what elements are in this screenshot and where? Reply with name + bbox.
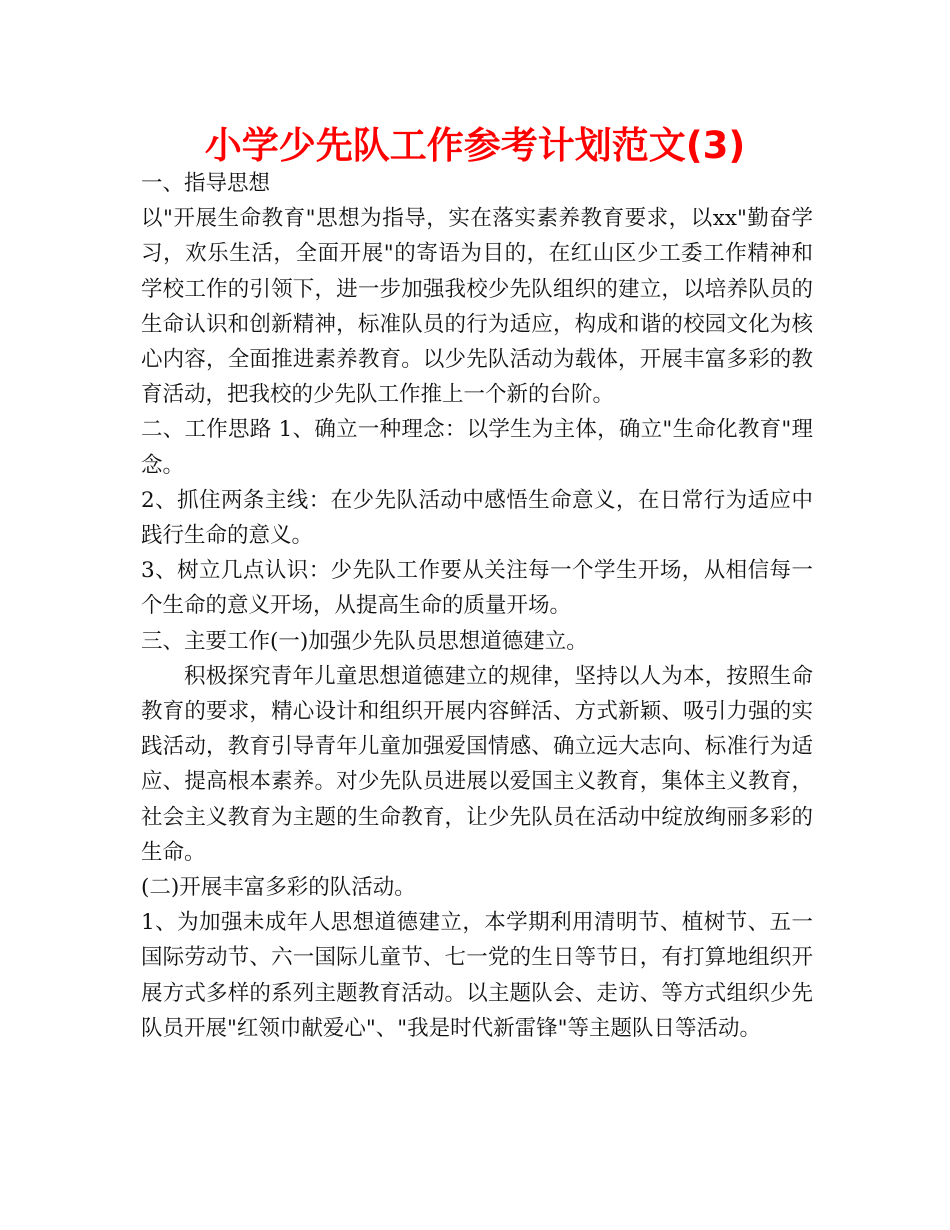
document-body [141, 166, 813, 1046]
section-heading-work-approach: 二、工作思路 1、确立一种理念：以学生为主体，确立"生命化教育"理念。 [141, 417, 813, 478]
paragraph-key-understandings: 3、树立几点认识：少先队工作要从关注每一个学生开场，从相信每一个生命的意义开场，从提高生命的质量开场。 [141, 558, 813, 619]
paragraph-moral-construction: 积极探究青年儿童思想道德建立的规律，坚持以人为本，按照生命教育的要求，精心设计和组织开展内容鲜活、方式新颖、吸引力强的实践活动，教育引导青年儿童加强爱国情感、确立远大志向、标准行为适应、提高根本素养。对少先队员进展以爱国主义教育，集体主义教育，社会主义教育为主题的生命教育，让少先队员在活动中绽放绚丽多彩的生命。 [141, 663, 813, 865]
paragraph-festival-activities: 1、为加强未成年人思想道德建立，本学期利用清明节、植树节、五一国际劳动节、六一国际儿童节、七一党的生日等节日，有打算地组织开展方式多样的系列主题教育活动。以主题队会、走访、等方式组织少先队员开展"红领巾献爱心"、"我是时代新雷锋"等主题队日等活动。 [141, 910, 813, 1041]
paragraph-two-main-lines: 2、抓住两条主线：在少先队活动中感悟生命意义，在日常行为适应中践行生命的意义。 [141, 487, 813, 549]
subsection-heading-activities: (二)开展丰富多彩的队活动。 [141, 875, 416, 901]
document-title: 小学少先队工作参考计划范文(3) [204, 124, 746, 167]
section-heading-main-work: 三、主要工作(一)加强少先队员思想道德建立。 [141, 628, 588, 654]
paragraph-guiding-ideology: 以"开展生命教育"思想为指导，实在落实素养教育要求，以xx"勤奋学习，欢乐生活，全面开展"的寄语为目的，在红山区少工委工作精神和学校工作的引领下，进一步加强我校少先队组织的建立，以培养队员的生命认识和创新精神，标准队员的行为适应，构成和谐的校园文化为核心内容，全面推进素养教育。以少先队活动为载体，开展丰富多彩的教育活动，把我校的少先队工作推上一个新的台阶。 [141, 206, 813, 408]
section-heading-guiding-ideology: 一、指导思想 [141, 171, 271, 196]
